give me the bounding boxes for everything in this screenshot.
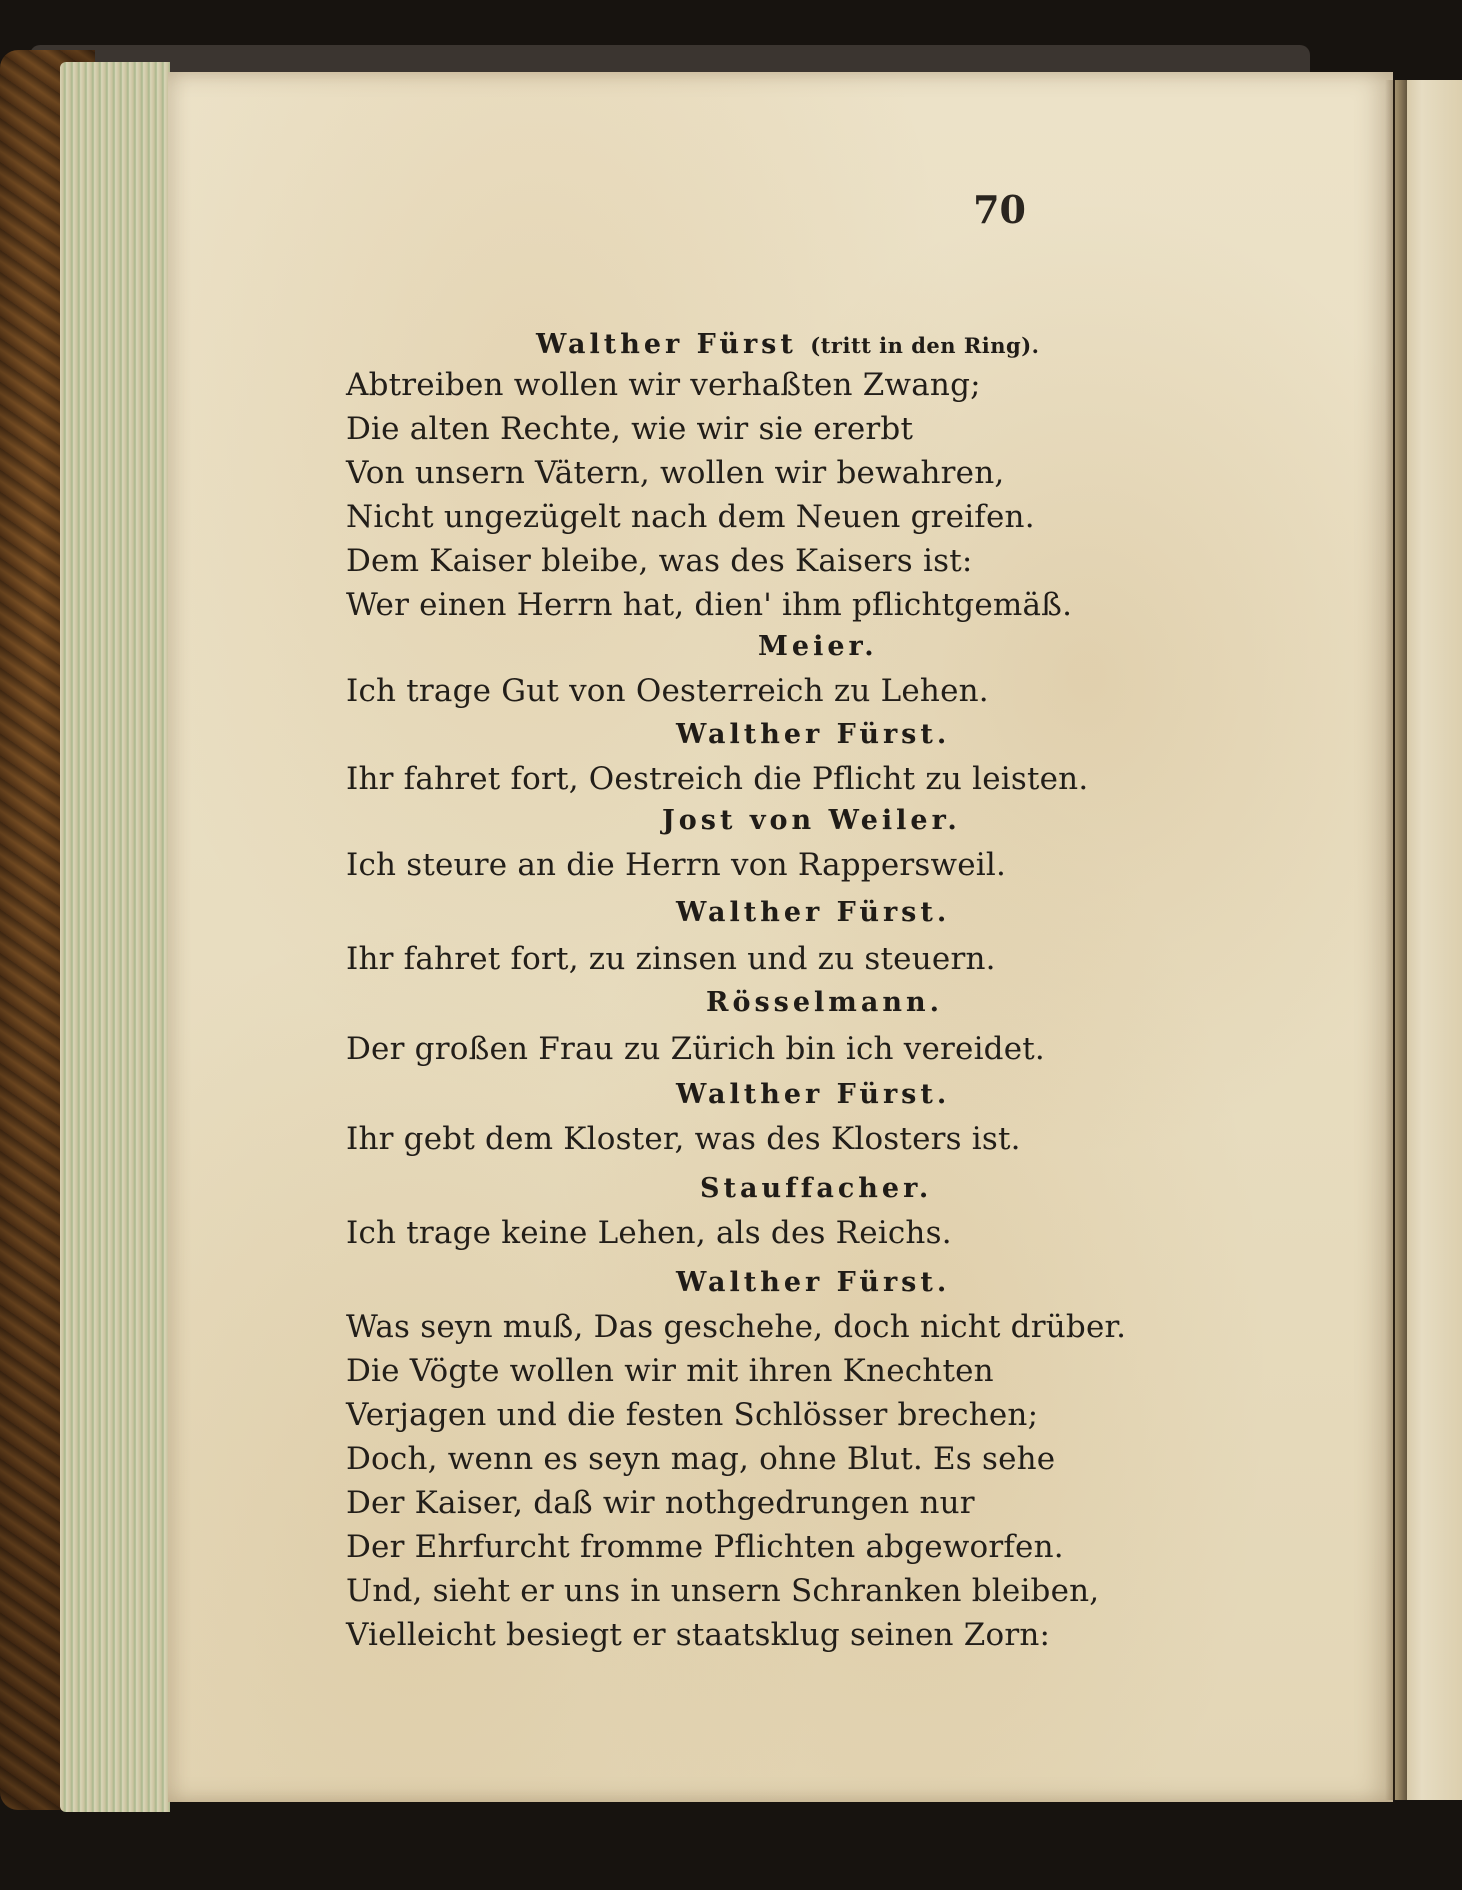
verse-line: Der Ehrfurcht fromme Pflichten abgeworfen. [346,1529,1064,1565]
verse-line: Verjagen und die festen Schlösser brechen; [346,1397,1039,1433]
verse-line: Ich steure an die Herrn von Rappersweil. [346,847,1007,883]
verse-line: Doch, wenn es seyn mag, ohne Blut. Es sehe [346,1441,1056,1477]
verse-line: Und, sieht er uns in unsern Schranken bleiben, [346,1573,1100,1609]
stacked-page-edges [60,62,170,1812]
verse-line: Die alten Rechte, wie wir sie ererbt [346,411,914,447]
verse-line: Wer einen Herrn hat, dien' ihm pflichtgemäß. [346,587,1073,623]
verse-line: Nicht ungezügelt nach dem Neuen greifen. [346,499,1035,535]
speaker-label: Walther Fürst. [676,1079,951,1110]
verse-line: Ihr fahret fort, zu zinsen und zu steuern. [346,941,996,977]
speaker-label: Meier. [758,631,878,662]
speaker-label: Walther Fürst (tritt in den Ring). [536,329,1040,360]
speaker-label: Walther Fürst. [676,897,951,928]
verse-line: Was seyn muß, Das geschehe, doch nicht drüber. [346,1309,1127,1345]
speaker-label: Jost von Weiler. [662,805,961,836]
speaker-label: Walther Fürst. [676,719,951,750]
speaker-label: Stauffacher. [700,1173,933,1204]
verse-line: Ihr gebt dem Kloster, was des Klosters ist. [346,1121,1021,1157]
verse-line: Vielleicht besiegt er staatsklug seinen Zorn: [346,1617,1051,1653]
verse-line: Von unsern Vätern, wollen wir bewahren, [346,455,1005,491]
verse-line: Ihr fahret fort, Oestreich die Pflicht zu leisten. [346,761,1089,797]
speaker-label: Rösselmann. [706,987,944,1018]
page-gutter-shadow [1385,80,1407,1800]
verse-line: Die Vögte wollen wir mit ihren Knechten [346,1353,994,1389]
speaker-label: Walther Fürst. [676,1267,951,1298]
verse-line: Der Kaiser, daß wir nothgedrungen nur [346,1485,975,1521]
verse-line: Ich trage Gut von Oesterreich zu Lehen. [346,673,989,709]
verse-line: Der großen Frau zu Zürich bin ich vereidet. [346,1031,1045,1067]
verse-line: Abtreiben wollen wir verhaßten Zwang; [346,367,981,403]
page-number: 70 [973,187,1026,232]
stage-direction: (tritt in den Ring). [810,333,1040,358]
book-page [168,72,1393,1802]
verse-line: Dem Kaiser bleibe, was des Kaisers ist: [346,543,973,579]
verse-line: Ich trage keine Lehen, als des Reichs. [346,1215,952,1251]
